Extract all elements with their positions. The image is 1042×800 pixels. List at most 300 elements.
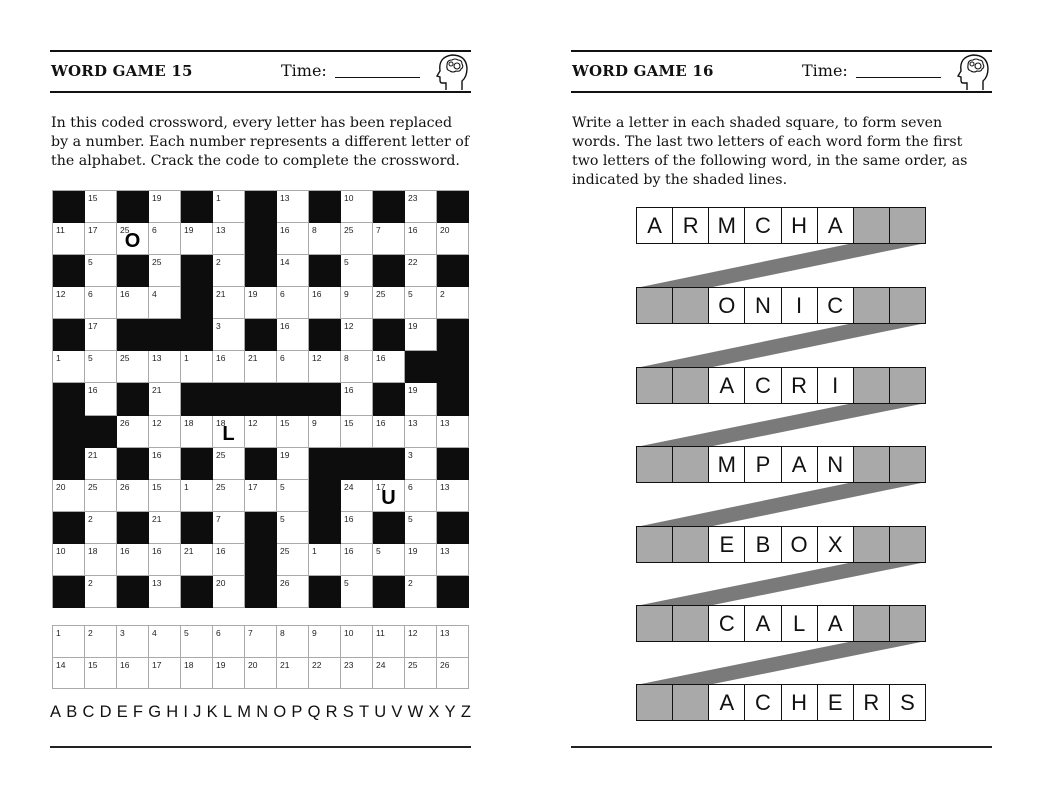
alphabet-letter[interactable]: E	[116, 703, 128, 721]
crossword-cell[interactable]	[213, 576, 245, 608]
black-square	[373, 255, 405, 287]
crossword-cell[interactable]	[53, 223, 85, 255]
crossword-cell[interactable]	[149, 480, 181, 512]
crossword-cell[interactable]	[373, 544, 405, 576]
cell-code-number: 2	[88, 513, 93, 524]
alphabet-letter[interactable]: Y	[444, 703, 456, 721]
key-cell[interactable]	[85, 658, 117, 690]
crossword-cell[interactable]	[341, 255, 373, 287]
crossword-cell[interactable]	[181, 480, 213, 512]
crossword-cell[interactable]	[85, 191, 117, 223]
cell-code-number: 16	[312, 289, 322, 300]
crossword-cell[interactable]	[85, 319, 117, 351]
shaded-letter-square[interactable]	[637, 368, 673, 403]
crossword-cell[interactable]	[149, 351, 181, 383]
crossword-cell[interactable]	[213, 319, 245, 351]
crossword-cell[interactable]	[405, 416, 437, 448]
crossword-cell[interactable]	[149, 383, 181, 415]
key-cell[interactable]	[117, 658, 149, 690]
key-cell[interactable]	[117, 626, 149, 658]
alphabet-letter[interactable]: C	[82, 703, 95, 721]
shaded-letter-square[interactable]	[673, 606, 709, 641]
crossword-cell[interactable]	[405, 544, 437, 576]
crossword-cell[interactable]	[213, 255, 245, 287]
crossword-cell[interactable]	[437, 416, 469, 448]
shaded-letter-square[interactable]	[673, 527, 709, 562]
shaded-letter-square[interactable]	[890, 208, 925, 243]
alphabet-letter[interactable]: A	[50, 703, 62, 721]
crossword-cell[interactable]	[341, 223, 373, 255]
key-cell[interactable]	[53, 626, 85, 658]
crossword-cell[interactable]	[437, 223, 469, 255]
key-number: 20	[248, 659, 258, 670]
crossword-cell[interactable]	[277, 223, 309, 255]
crossword-cell[interactable]	[277, 191, 309, 223]
crossword-cell[interactable]	[85, 448, 117, 480]
crossword-cell[interactable]	[277, 576, 309, 608]
letter-square: R	[673, 208, 709, 243]
crossword-cell[interactable]	[405, 480, 437, 512]
black-square	[437, 319, 469, 351]
cell-code-number: 16	[216, 545, 226, 556]
cell-code-number: 5	[88, 257, 93, 268]
crossword-cell[interactable]	[181, 416, 213, 448]
crossword-cell[interactable]	[85, 223, 117, 255]
cell-code-number: 6	[280, 289, 285, 300]
black-square	[181, 287, 213, 319]
key-cell[interactable]	[341, 626, 373, 658]
cell-code-number: 25	[152, 257, 162, 268]
shaded-letter-square[interactable]	[890, 606, 925, 641]
shaded-letter-square[interactable]	[637, 606, 673, 641]
alphabet-letter[interactable]: G	[148, 703, 162, 721]
key-cell[interactable]	[245, 626, 277, 658]
crossword-cell[interactable]	[181, 544, 213, 576]
alphabet-letter[interactable]: W	[407, 703, 424, 721]
alphabet-letter[interactable]: J	[193, 703, 202, 721]
link-band	[636, 641, 926, 685]
crossword-cell[interactable]	[277, 512, 309, 544]
crossword-cell[interactable]	[53, 351, 85, 383]
crossword-cell[interactable]	[405, 319, 437, 351]
cell-code-number: 21	[184, 545, 194, 556]
shaded-letter-square[interactable]	[854, 288, 890, 323]
black-square	[117, 576, 149, 608]
key-number: 25	[408, 659, 418, 670]
crossword-cell[interactable]	[309, 544, 341, 576]
cell-code-number: 1	[216, 193, 221, 203]
crossword-cell[interactable]	[117, 480, 149, 512]
crossword-cell[interactable]	[277, 351, 309, 383]
crossword-cell[interactable]	[405, 576, 437, 608]
crossword-cell[interactable]	[437, 544, 469, 576]
key-cell[interactable]	[85, 626, 117, 658]
word-row	[636, 526, 926, 563]
key-cell[interactable]	[277, 658, 309, 690]
black-square	[245, 512, 277, 544]
black-square	[245, 383, 277, 415]
key-cell[interactable]	[181, 658, 213, 690]
key-number: 2	[88, 628, 93, 638]
black-square	[309, 191, 341, 223]
cell-code-number: 25	[344, 225, 354, 236]
shaded-letter-square[interactable]	[673, 288, 709, 323]
letter-square: N	[745, 288, 781, 323]
letter-square: A	[818, 606, 854, 641]
crossword-cell[interactable]	[341, 191, 373, 223]
crossword-cell[interactable]	[117, 544, 149, 576]
cell-code-number: 20	[56, 481, 66, 492]
cell-code-number: 23	[408, 193, 418, 203]
cell-code-number: 13	[216, 225, 226, 236]
key-number: 15	[88, 659, 98, 670]
black-square	[309, 383, 341, 415]
black-square	[373, 191, 405, 223]
cell-code-number: 13	[440, 417, 450, 428]
crossword-cell[interactable]	[85, 544, 117, 576]
crossword-cell[interactable]	[341, 480, 373, 512]
crossword-cell[interactable]	[277, 544, 309, 576]
word-game-16-page	[571, 0, 992, 800]
crossword-cell[interactable]	[85, 576, 117, 608]
cell-code-number: 15	[280, 417, 290, 428]
cell-code-number: 3	[216, 321, 221, 332]
shaded-letter-square[interactable]	[673, 368, 709, 403]
crossword-cell[interactable]	[245, 287, 277, 319]
black-square	[373, 383, 405, 415]
key-cell[interactable]	[437, 626, 469, 658]
black-square	[117, 191, 149, 223]
letter-square: C	[745, 685, 781, 720]
time-entry-line[interactable]	[335, 77, 420, 78]
letter-square: O	[709, 288, 745, 323]
alphabet-letter[interactable]: M	[237, 703, 251, 721]
black-square	[373, 512, 405, 544]
crossword-cell[interactable]	[149, 191, 181, 223]
black-square	[53, 319, 85, 351]
letter-square: P	[745, 447, 781, 482]
crossword-cell[interactable]	[405, 512, 437, 544]
crossword-cell[interactable]	[341, 512, 373, 544]
shaded-letter-square[interactable]	[637, 447, 673, 482]
crossword-cell[interactable]	[341, 319, 373, 351]
cell-code-number: 12	[344, 321, 354, 332]
alphabet-letter[interactable]: B	[66, 703, 78, 721]
cell-code-number: 18	[184, 417, 194, 428]
alphabet-letter[interactable]: F	[132, 703, 143, 721]
alphabet-letter[interactable]: N	[256, 703, 269, 721]
letter-square: X	[818, 527, 854, 562]
cell-code-number: 16	[88, 385, 98, 396]
cell-code-number: 13	[440, 481, 450, 492]
crossword-cell[interactable]	[309, 287, 341, 319]
shaded-letter-square[interactable]	[890, 368, 925, 403]
shaded-letter-square[interactable]	[890, 447, 925, 482]
letter-square: A	[709, 685, 745, 720]
shaded-letter-square[interactable]	[673, 685, 709, 720]
key-cell[interactable]	[437, 658, 469, 690]
key-cell[interactable]	[213, 626, 245, 658]
crossword-cell[interactable]	[149, 255, 181, 287]
alphabet-letter[interactable]: D	[99, 703, 112, 721]
letter-square: S	[900, 689, 915, 715]
given-letter: L	[222, 422, 235, 445]
cell-code-number: 19	[408, 321, 418, 332]
shaded-letter-square[interactable]	[890, 527, 925, 562]
cell-code-number: 13	[280, 193, 290, 203]
crossword-cell[interactable]	[213, 351, 245, 383]
crossword-cell[interactable]	[277, 255, 309, 287]
alphabet-letter[interactable]: U	[374, 703, 387, 721]
black-square	[181, 576, 213, 608]
cell-code-number: 19	[184, 225, 194, 236]
alphabet-letter[interactable]: R	[325, 703, 338, 721]
cell-code-number: 16	[120, 545, 130, 556]
crossword-cell[interactable]	[213, 480, 245, 512]
key-cell[interactable]	[373, 658, 405, 690]
crossword-cell[interactable]	[405, 448, 437, 480]
letter-square: H	[782, 208, 818, 243]
black-square	[53, 191, 85, 223]
cell-code-number: 15	[152, 481, 162, 492]
alphabet-letter[interactable]: Z	[460, 703, 471, 721]
shaded-letter-square[interactable]	[854, 368, 890, 403]
black-square	[437, 255, 469, 287]
crossword-cell[interactable]	[405, 191, 437, 223]
letter-square: O	[782, 527, 818, 562]
letter-square: B	[745, 527, 781, 562]
crossword-cell[interactable]	[213, 223, 245, 255]
crossword-cell[interactable]	[149, 512, 181, 544]
alphabet-letter[interactable]: L	[222, 703, 233, 721]
letter-square: A	[782, 447, 818, 482]
black-square	[53, 512, 85, 544]
crossword-cell[interactable]	[149, 287, 181, 319]
crossword-cell[interactable]	[53, 287, 85, 319]
key-cell[interactable]	[405, 658, 437, 690]
instructions: Write a letter in each shaded square, to form seven words. The last two letters of each word form the first two letters of the following word, in the same order, as indicated by the shaded lines.	[572, 115, 968, 188]
cell-code-number: 1	[312, 545, 317, 556]
black-square	[437, 351, 469, 383]
shaded-letter-square[interactable]	[854, 208, 890, 243]
crossword-cell[interactable]	[341, 544, 373, 576]
key-cell[interactable]	[309, 626, 341, 658]
crossword-cell[interactable]	[309, 223, 341, 255]
cell-code-number: 19	[280, 449, 290, 460]
shaded-letter-square[interactable]	[637, 527, 673, 562]
cell-code-number: 6	[280, 353, 285, 364]
crossword-cell[interactable]	[53, 544, 85, 576]
crossword-cell[interactable]	[341, 351, 373, 383]
black-square	[341, 448, 373, 480]
crossword-cell[interactable]	[245, 416, 277, 448]
cell-code-number: 15	[344, 417, 354, 428]
black-square	[53, 416, 85, 448]
letter-square: I	[818, 368, 854, 403]
crossword-cell[interactable]	[85, 351, 117, 383]
cell-code-number: 16	[344, 385, 354, 396]
crossword-cell[interactable]	[437, 480, 469, 512]
key-cell[interactable]	[149, 658, 181, 690]
shaded-letter-square[interactable]	[854, 447, 890, 482]
crossword-cell[interactable]	[149, 448, 181, 480]
crossword-cell[interactable]	[373, 223, 405, 255]
crossword-cell[interactable]	[85, 512, 117, 544]
alphabet-letter[interactable]: V	[391, 703, 403, 721]
black-square	[213, 383, 245, 415]
cell-code-number: 3	[408, 449, 413, 460]
key-cell[interactable]	[245, 658, 277, 690]
crossword-cell[interactable]	[53, 480, 85, 512]
key-cell[interactable]	[277, 626, 309, 658]
cell-code-number: 12	[248, 417, 258, 428]
crossword-cell[interactable]	[149, 223, 181, 255]
alphabet-letter[interactable]: S	[342, 703, 354, 721]
crossword-cell[interactable]	[341, 576, 373, 608]
crossword-cell[interactable]	[213, 544, 245, 576]
cell-code-number: 19	[408, 385, 418, 396]
crossword-cell[interactable]	[213, 416, 245, 448]
crossword-cell[interactable]	[117, 287, 149, 319]
cell-code-number: 5	[280, 513, 285, 524]
key-number: 14	[56, 659, 66, 670]
crossword-cell[interactable]	[117, 223, 149, 255]
word-game-15-page	[50, 0, 471, 800]
crossword-cell[interactable]	[373, 480, 405, 512]
key-cell[interactable]	[213, 658, 245, 690]
alphabet-letter[interactable]: O	[273, 703, 287, 721]
crossword-cell[interactable]	[245, 480, 277, 512]
crossword-cell[interactable]	[117, 351, 149, 383]
link-band	[636, 243, 926, 288]
key-cell[interactable]	[149, 626, 181, 658]
crossword-cell[interactable]	[405, 287, 437, 319]
crossword-cell[interactable]	[277, 448, 309, 480]
letter-square: R	[854, 685, 890, 720]
crossword-cell[interactable]	[149, 416, 181, 448]
crossword-cell[interactable]	[85, 480, 117, 512]
shaded-letter-square[interactable]	[854, 606, 890, 641]
crossword-cell[interactable]	[373, 416, 405, 448]
key-cell[interactable]	[405, 626, 437, 658]
shaded-letter-square[interactable]	[673, 447, 709, 482]
cell-code-number: 16	[216, 353, 226, 364]
cell-code-number: 5	[344, 577, 349, 588]
crossword-cell[interactable]	[181, 351, 213, 383]
key-cell[interactable]	[373, 626, 405, 658]
crossword-cell[interactable]	[405, 383, 437, 415]
crossword-cell[interactable]	[213, 448, 245, 480]
letter-square: A	[818, 208, 854, 243]
cell-code-number: 5	[280, 481, 285, 492]
black-square	[309, 576, 341, 608]
cell-code-number: 25	[88, 481, 98, 492]
crossword-cell[interactable]	[309, 416, 341, 448]
letter-square: A	[637, 208, 673, 243]
crossword-cell[interactable]	[341, 416, 373, 448]
crossword-cell[interactable]	[405, 255, 437, 287]
shaded-letter-square[interactable]	[637, 288, 673, 323]
key-cell[interactable]	[53, 658, 85, 690]
letter-square: A	[745, 606, 781, 641]
crossword-cell[interactable]	[85, 255, 117, 287]
word-row	[636, 207, 926, 244]
black-square	[245, 448, 277, 480]
crossword-cell[interactable]	[149, 544, 181, 576]
code-key-grid	[52, 625, 469, 689]
letter-square: C	[818, 288, 854, 323]
crossword-cell[interactable]	[213, 191, 245, 223]
crossword-cell[interactable]	[341, 287, 373, 319]
crossword-cell[interactable]	[277, 319, 309, 351]
crossword-cell[interactable]	[373, 287, 405, 319]
black-square	[245, 576, 277, 608]
key-cell[interactable]	[309, 658, 341, 690]
crossword-cell[interactable]	[213, 512, 245, 544]
alphabet-letter[interactable]: T	[358, 703, 370, 721]
crossword-cell[interactable]	[85, 383, 117, 415]
crossword-cell[interactable]	[373, 351, 405, 383]
crossword-cell[interactable]	[245, 351, 277, 383]
cell-code-number: 10	[56, 545, 66, 556]
alphabet-letter[interactable]: X	[428, 703, 440, 721]
cell-code-number: 19	[408, 545, 418, 556]
cell-code-number: 5	[408, 289, 413, 300]
crossword-cell[interactable]	[341, 383, 373, 415]
black-square	[309, 512, 341, 544]
black-square	[405, 351, 437, 383]
alphabet-letter[interactable]: H	[166, 703, 179, 721]
alphabet-letter[interactable]: I	[183, 703, 188, 721]
crossword-cell[interactable]	[277, 287, 309, 319]
cell-code-number: 20	[440, 225, 450, 236]
key-number: 17	[152, 659, 162, 670]
crossword-cell[interactable]	[405, 223, 437, 255]
crossword-cell[interactable]	[437, 287, 469, 319]
crossword-cell[interactable]	[149, 576, 181, 608]
black-square	[309, 319, 341, 351]
header-top-rule	[50, 50, 471, 52]
shaded-letter-square[interactable]	[854, 527, 890, 562]
cell-code-number: 2	[216, 257, 221, 268]
alphabet-letter[interactable]: P	[291, 703, 303, 721]
crossword-cell[interactable]	[213, 287, 245, 319]
crossword-cell[interactable]	[85, 287, 117, 319]
cell-code-number: 24	[344, 481, 354, 492]
cell-code-number: 26	[120, 417, 130, 428]
cell-code-number: 17	[376, 481, 386, 492]
crossword-cell[interactable]	[277, 480, 309, 512]
cell-code-number: 21	[248, 353, 258, 364]
link-band	[636, 482, 926, 527]
shaded-letter-square[interactable]	[890, 288, 925, 323]
crossword-cell[interactable]	[277, 416, 309, 448]
key-cell[interactable]	[341, 658, 373, 690]
cell-code-number: 5	[408, 513, 413, 524]
crossword-cell[interactable]	[309, 351, 341, 383]
alphabet-letter[interactable]: Q	[307, 703, 321, 721]
cell-code-number: 17	[88, 225, 98, 236]
letter-square: E	[709, 527, 745, 562]
shaded-letter-square[interactable]	[637, 685, 673, 720]
crossword-cell[interactable]	[181, 223, 213, 255]
word-row	[636, 367, 926, 404]
crossword-cell[interactable]	[117, 416, 149, 448]
cell-code-number: 2	[88, 577, 93, 588]
alphabet-letter[interactable]: K	[206, 703, 218, 721]
cell-code-number: 7	[216, 513, 221, 524]
key-cell[interactable]	[181, 626, 213, 658]
